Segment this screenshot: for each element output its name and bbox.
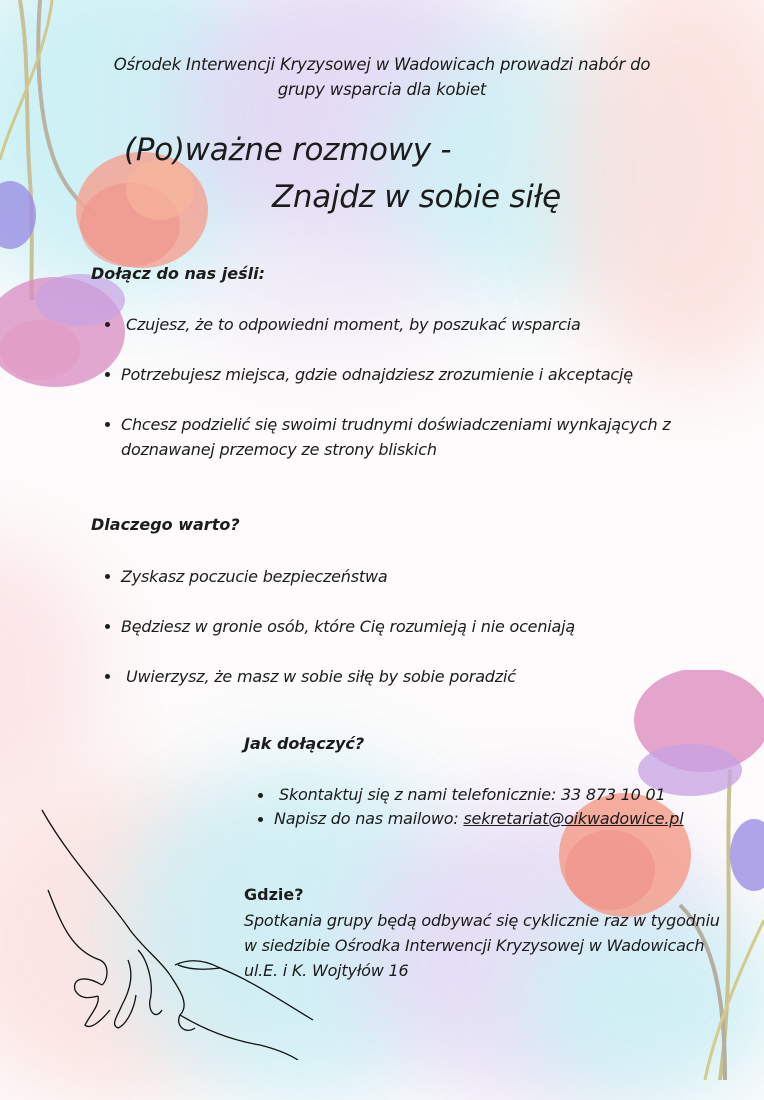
email-link[interactable]: sekretariat@oikwadowice.pl: [463, 809, 684, 828]
email-contact-item: Napisz do nas mailowo: sekretariat@oikwadowice.pl: [244, 807, 744, 831]
where-line-schedule: Spotkania grupy będą odbywać się cyklicznie raz w tygodniu: [244, 911, 720, 930]
list-item: Chcesz podzielić się swoimi trudnymi doświadczeniami wynkających z doznawanej przemocy ze strony bliskich: [91, 412, 711, 462]
list-item: Będziesz w gronie osób, które Cię rozumieją i nie oceniają: [91, 614, 691, 639]
why-heading: Dlaczego warto?: [91, 515, 240, 534]
title-line-2: Znajdz w sobie siłę: [272, 179, 561, 215]
why-list: [91, 564, 691, 689]
how-to-join-list: [244, 783, 744, 831]
join-if-heading: Dołącz do nas jeśli:: [91, 264, 265, 283]
intro-text: [0, 52, 764, 102]
list-item: Potrzebujesz miejsca, gdzie odnajdziesz zrozumienie i akceptację: [91, 362, 711, 387]
intro-line-1: Ośrodek Interwencji Kryzysowej w Wadowicach prowadzi nabór do: [113, 55, 651, 74]
list-item: Uwierzysz, że masz w sobie siłę by sobie poradzić: [91, 664, 691, 689]
where-text: [244, 908, 720, 983]
how-to-join-heading: Jak dołączyć?: [244, 734, 365, 753]
where-line-location: w siedzibie Ośrodka Interwencji Kryzysowej w Wadowicach: [244, 936, 705, 955]
phone-number[interactable]: 33 873 10 01: [561, 785, 666, 804]
title-line-1: (Po)ważne rozmowy -: [124, 132, 452, 168]
where-line-address: ul.E. i K. Wojtyłów 16: [244, 961, 409, 980]
list-item: Zyskasz poczucie bezpieczeństwa: [91, 564, 691, 589]
join-if-list: [91, 312, 711, 462]
intro-line-2: grupy wsparcia dla kobiet: [277, 80, 487, 99]
phone-contact-item: Skontaktuj się z nami telefonicznie: 33 873 10 01: [244, 783, 744, 807]
where-heading: Gdzie?: [244, 885, 304, 904]
list-item: Czujesz, że to odpowiedni moment, by poszukać wsparcia: [91, 312, 711, 337]
